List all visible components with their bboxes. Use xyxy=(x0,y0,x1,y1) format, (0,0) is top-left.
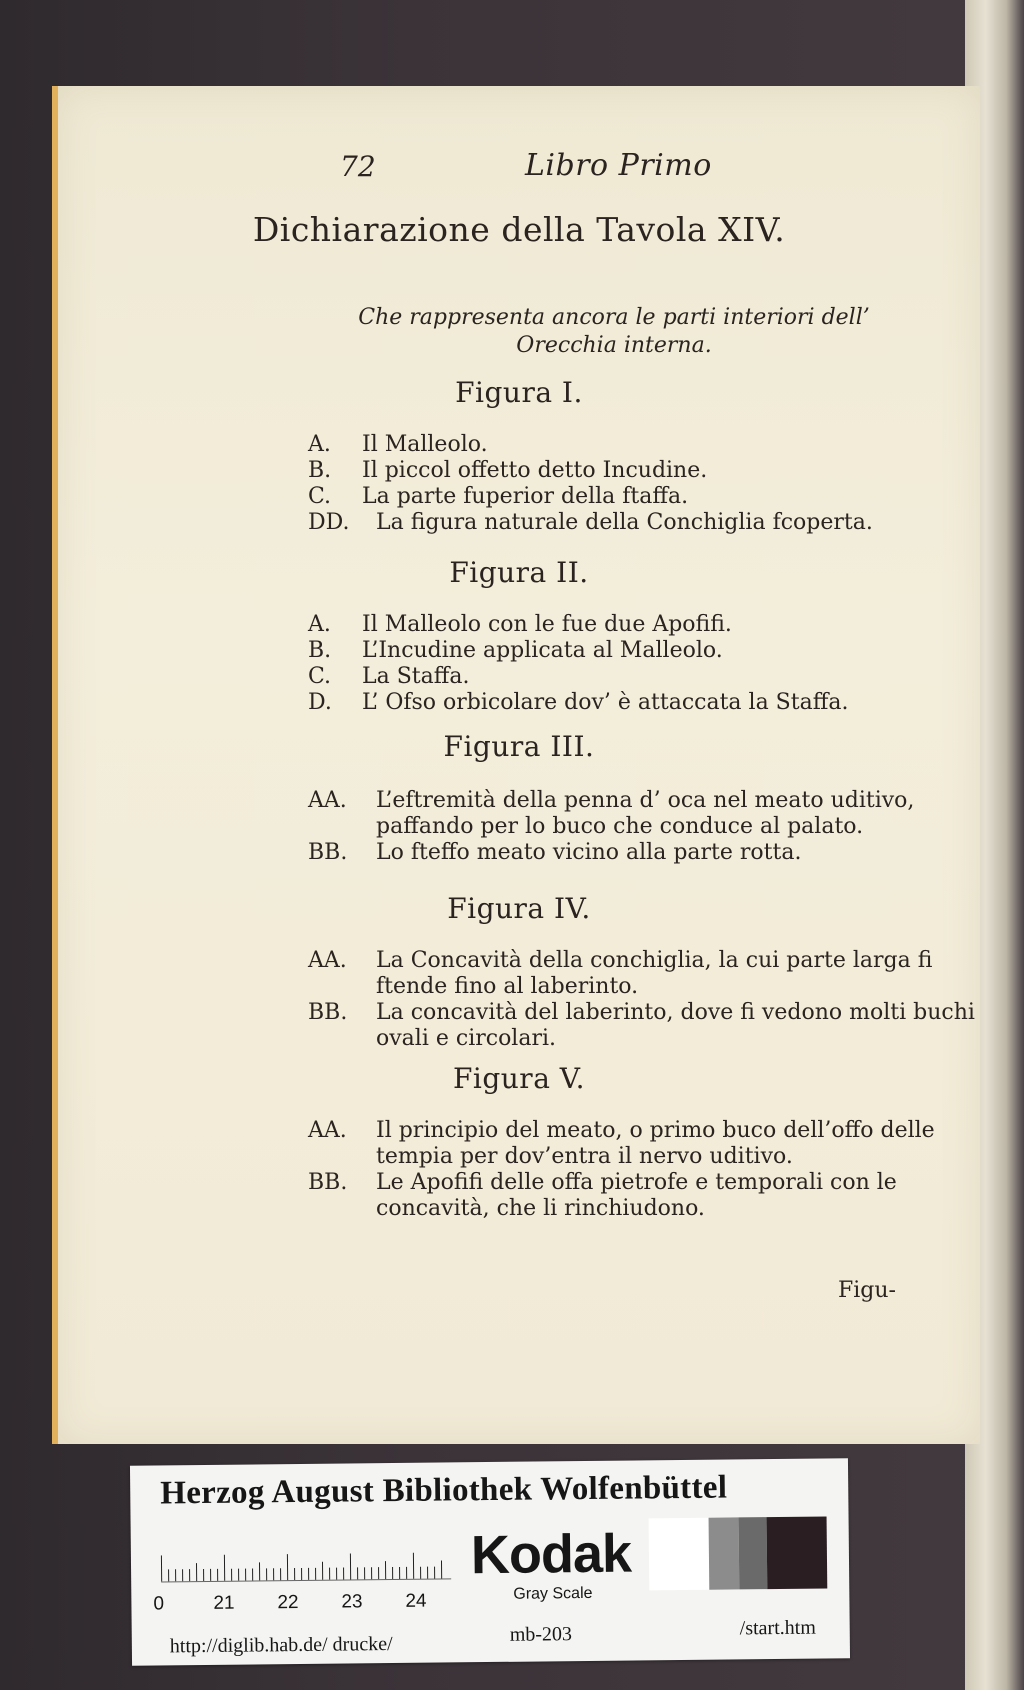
ruler-tick xyxy=(224,1555,225,1581)
ruler-tick xyxy=(329,1568,330,1580)
ruler-tick xyxy=(364,1567,365,1579)
ruler-tick xyxy=(189,1569,190,1581)
ruler-tick xyxy=(357,1567,358,1579)
figure-heading-4: Figura IV. xyxy=(447,892,591,925)
list-item xyxy=(308,690,988,716)
ruler-tick xyxy=(175,1569,176,1581)
entry-key: BB. xyxy=(308,1000,348,1025)
entry-text: Lo fteffo meato vicino alla parte rotta. xyxy=(376,840,802,865)
library-name: Herzog August Bibliothek Wolfenbüttel xyxy=(160,1469,728,1512)
entry-key: BB. xyxy=(308,840,348,865)
list-item xyxy=(308,788,988,840)
entry-text: La Concavità della conchiglia, la cui parte larga fi ftende fino al laberinto. xyxy=(376,948,933,999)
figure-4-entries xyxy=(308,948,988,1052)
entry-key: AA. xyxy=(308,788,347,813)
ruler-tick xyxy=(266,1568,267,1580)
list-item xyxy=(308,612,988,638)
entry-text: Il Malleolo con le fue due Apofifi. xyxy=(362,612,732,637)
ruler-tick xyxy=(196,1563,197,1581)
ruler-tick xyxy=(427,1567,428,1579)
swatch-dark-gray xyxy=(739,1517,768,1589)
ruler-tick xyxy=(231,1569,232,1581)
ruler-label: 23 xyxy=(341,1591,363,1613)
start-path: /start.htm xyxy=(739,1616,816,1640)
figure-5-entries xyxy=(308,1118,988,1222)
list-item xyxy=(308,1118,988,1170)
entry-text: Il principio del meato, o primo buco dell’offo delle tempia per dov’entra il nervo uditivo. xyxy=(376,1118,935,1169)
entry-key: DD. xyxy=(308,510,350,535)
ruler-tick xyxy=(210,1569,211,1581)
grayscale-label: Gray Scale xyxy=(513,1584,593,1603)
library-card xyxy=(130,1458,850,1666)
ruler-tick xyxy=(168,1569,169,1581)
list-item xyxy=(308,458,988,484)
figure-heading-1: Figura I. xyxy=(455,376,583,409)
ruler-tick xyxy=(294,1568,295,1580)
list-item xyxy=(308,948,988,1000)
figure-2-entries xyxy=(308,612,988,716)
book-page xyxy=(52,86,980,1444)
ruler-label: 21 xyxy=(213,1592,235,1614)
kodak-logo: Kodak xyxy=(470,1523,632,1586)
ruler-scale xyxy=(161,1544,451,1582)
ruler-tick xyxy=(322,1562,323,1580)
entry-key: B. xyxy=(308,458,332,483)
list-item xyxy=(308,484,988,510)
list-item xyxy=(308,1000,988,1052)
catchword: Figu- xyxy=(838,1278,896,1303)
entry-text: L’Incudine applicata al Malleolo. xyxy=(362,638,723,663)
page-title: Dichiarazione della Tavola XIV. xyxy=(252,210,786,249)
ruler-tick xyxy=(301,1568,302,1580)
entry-key: AA. xyxy=(308,948,347,973)
ruler-label: 24 xyxy=(405,1590,427,1612)
list-item xyxy=(308,432,988,458)
entry-text: La Staffa. xyxy=(362,664,470,689)
swatch-mid-gray xyxy=(709,1517,740,1589)
ruler-labels xyxy=(153,1590,473,1617)
ruler-tick xyxy=(280,1568,281,1580)
list-item xyxy=(308,510,988,536)
ruler-tick xyxy=(385,1561,386,1579)
grayscale-swatches xyxy=(649,1516,828,1590)
figure-1-entries xyxy=(308,432,988,536)
ruler-tick xyxy=(315,1568,316,1580)
entry-key: BB. xyxy=(308,1170,348,1195)
page-header xyxy=(340,150,760,190)
ruler-tick xyxy=(420,1567,421,1579)
entry-key: AA. xyxy=(308,1118,347,1143)
list-item xyxy=(308,840,988,866)
ruler-tick xyxy=(287,1554,288,1580)
ruler-label: 0 xyxy=(153,1593,165,1615)
ruler-tick xyxy=(238,1569,239,1581)
figure-heading-5: Figura V. xyxy=(452,1062,586,1095)
entry-text: L’eftremità della penna d’ oca nel meato uditivo, paffando per lo buco che conduce al palato. xyxy=(376,788,915,839)
ruler-tick xyxy=(308,1568,309,1580)
ruler-tick xyxy=(161,1555,162,1581)
entry-text: La parte fuperior della ftaffa. xyxy=(362,484,689,509)
ruler-tick xyxy=(441,1561,442,1579)
entry-text: Le Apofifi delle offa pietrofe e temporali con le concavità, che li rinchiudono. xyxy=(376,1170,897,1221)
ruler-tick xyxy=(392,1567,393,1579)
ruler-tick xyxy=(434,1567,435,1579)
list-item xyxy=(308,638,988,664)
shelfmark-code: mb-203 xyxy=(509,1623,573,1646)
ruler-tick xyxy=(399,1567,400,1579)
list-item xyxy=(308,1170,988,1222)
page-number: 72 xyxy=(340,150,376,183)
swatch-white xyxy=(649,1518,710,1591)
ruler-tick xyxy=(273,1568,274,1580)
ruler-tick xyxy=(336,1568,337,1580)
entry-key: B. xyxy=(308,638,332,663)
ruler-tick xyxy=(343,1568,344,1580)
entry-text: La figura naturale della Conchiglia fcoperta. xyxy=(376,510,873,535)
figure-heading-3: Figura III. xyxy=(443,730,595,763)
figure-heading-2: Figura II. xyxy=(449,556,589,589)
entry-key: C. xyxy=(308,484,332,509)
entry-text: Il Malleolo. xyxy=(362,432,488,457)
ruler-tick xyxy=(252,1568,253,1580)
ruler-tick xyxy=(350,1553,351,1579)
ruler-tick xyxy=(217,1569,218,1581)
ruler-tick xyxy=(406,1567,407,1579)
entry-key: C. xyxy=(308,664,332,689)
entry-text: Il piccol offetto detto Incudine. xyxy=(362,458,708,483)
ruler-tick xyxy=(413,1553,414,1579)
ruler-label: 22 xyxy=(277,1592,299,1614)
ruler-tick xyxy=(371,1567,372,1579)
ruler-tick xyxy=(259,1562,260,1580)
swatch-black xyxy=(767,1516,828,1589)
running-head: Libro Primo xyxy=(525,148,712,183)
entry-key: A. xyxy=(308,612,331,637)
entry-text: La concavità del laberinto, dove fi vedono molti buchi ovali e circolari. xyxy=(376,1000,975,1051)
entry-text: L’ Ofso orbicolare dov’ è attaccata la Staffa. xyxy=(362,690,849,715)
entry-key: D. xyxy=(308,690,332,715)
entry-key: A. xyxy=(308,432,331,457)
ruler-tick xyxy=(182,1569,183,1581)
list-item xyxy=(308,664,988,690)
figure-3-entries xyxy=(308,788,988,866)
subtitle: Che rappresenta ancora le parti interiori dell’ Orecchia interna. xyxy=(358,305,870,358)
ruler-tick xyxy=(245,1569,246,1581)
source-url: http://diglib.hab.de/ drucke/ xyxy=(169,1633,393,1658)
ruler-tick xyxy=(378,1567,379,1579)
ruler-tick xyxy=(203,1569,204,1581)
